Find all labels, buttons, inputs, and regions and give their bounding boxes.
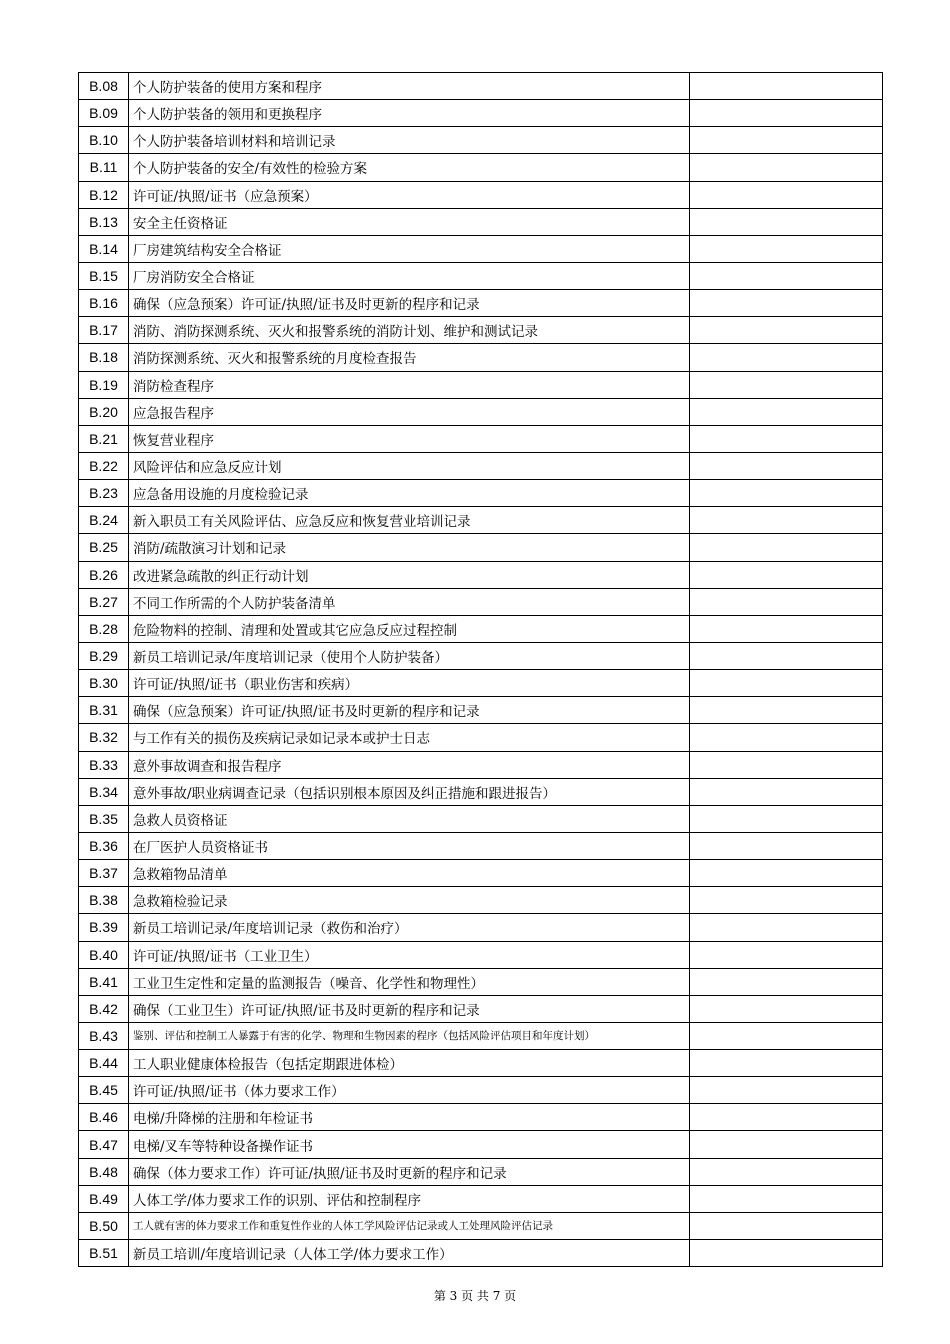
table-row xyxy=(79,1212,883,1239)
row-blank-cell xyxy=(690,425,883,452)
row-description: 消防/疏散演习计划和记录 xyxy=(129,534,690,561)
row-blank-cell xyxy=(690,642,883,669)
row-blank-cell xyxy=(690,1050,883,1077)
row-description: 个人防护装备的使用方案和程序 xyxy=(129,73,690,100)
row-description: 确保（工业卫生）许可证/执照/证书及时更新的程序和记录 xyxy=(129,995,690,1022)
row-description: 确保（体力要求工作）许可证/执照/证书及时更新的程序和记录 xyxy=(129,1158,690,1185)
row-description: 改进紧急疏散的纠正行动计划 xyxy=(129,561,690,588)
row-blank-cell xyxy=(690,697,883,724)
row-code: B.44 xyxy=(79,1050,129,1077)
row-code: B.47 xyxy=(79,1131,129,1158)
table-row xyxy=(79,724,883,751)
table-row xyxy=(79,100,883,127)
row-blank-cell xyxy=(690,1240,883,1267)
row-code: B.49 xyxy=(79,1185,129,1212)
row-blank-cell xyxy=(690,262,883,289)
row-code: B.42 xyxy=(79,995,129,1022)
row-code: B.29 xyxy=(79,642,129,669)
row-code: B.46 xyxy=(79,1104,129,1131)
row-description: 危险物料的控制、清理和处置或其它应急反应过程控制 xyxy=(129,615,690,642)
table-row xyxy=(79,642,883,669)
row-blank-cell xyxy=(690,452,883,479)
row-code: B.32 xyxy=(79,724,129,751)
table-row xyxy=(79,1240,883,1267)
row-blank-cell xyxy=(690,561,883,588)
row-description: 与工作有关的损伤及疾病记录如记录本或护士日志 xyxy=(129,724,690,751)
row-blank-cell xyxy=(690,724,883,751)
row-code: B.17 xyxy=(79,317,129,344)
row-blank-cell xyxy=(690,860,883,887)
table-row xyxy=(79,751,883,778)
row-blank-cell xyxy=(690,751,883,778)
row-description: 急救箱物品清单 xyxy=(129,860,690,887)
table-row xyxy=(79,941,883,968)
row-blank-cell xyxy=(690,941,883,968)
table-row xyxy=(79,670,883,697)
row-description: 消防检查程序 xyxy=(129,371,690,398)
row-blank-cell xyxy=(690,1212,883,1239)
row-blank-cell xyxy=(690,1104,883,1131)
row-description: 电梯/叉车等特种设备操作证书 xyxy=(129,1131,690,1158)
row-blank-cell xyxy=(690,1022,883,1049)
row-blank-cell xyxy=(690,914,883,941)
row-code: B.22 xyxy=(79,452,129,479)
row-description: 急救箱检验记录 xyxy=(129,887,690,914)
table-row xyxy=(79,995,883,1022)
row-blank-cell xyxy=(690,290,883,317)
row-description: 新员工培训/年度培训记录（人体工学/体力要求工作） xyxy=(129,1240,690,1267)
row-code: B.31 xyxy=(79,697,129,724)
table-row xyxy=(79,73,883,100)
row-blank-cell xyxy=(690,154,883,181)
row-blank-cell xyxy=(690,670,883,697)
row-description: 厂房消防安全合格证 xyxy=(129,262,690,289)
row-blank-cell xyxy=(690,615,883,642)
row-blank-cell xyxy=(690,1077,883,1104)
row-description: 厂房建筑结构安全合格证 xyxy=(129,235,690,262)
table-row xyxy=(79,697,883,724)
row-code: B.38 xyxy=(79,887,129,914)
row-description: 确保（应急预案）许可证/执照/证书及时更新的程序和记录 xyxy=(129,290,690,317)
row-description: 新员工培训记录/年度培训记录（使用个人防护装备） xyxy=(129,642,690,669)
table-row xyxy=(79,615,883,642)
table-row xyxy=(79,778,883,805)
row-blank-cell xyxy=(690,968,883,995)
row-code: B.24 xyxy=(79,507,129,534)
row-blank-cell xyxy=(690,398,883,425)
row-description: 许可证/执照/证书（职业伤害和疾病） xyxy=(129,670,690,697)
row-code: B.35 xyxy=(79,805,129,832)
row-description: 工人职业健康体检报告（包括定期跟进体检） xyxy=(129,1050,690,1077)
row-code: B.15 xyxy=(79,262,129,289)
row-description: 消防探测系统、灭火和报警系统的月度检查报告 xyxy=(129,344,690,371)
row-blank-cell xyxy=(690,100,883,127)
table-body xyxy=(79,73,883,1267)
table-row xyxy=(79,1158,883,1185)
table-row xyxy=(79,968,883,995)
table-row xyxy=(79,317,883,344)
table-row xyxy=(79,507,883,534)
table-row xyxy=(79,1185,883,1212)
table-row xyxy=(79,1077,883,1104)
row-blank-cell xyxy=(690,317,883,344)
row-code: B.12 xyxy=(79,181,129,208)
row-description: 应急备用设施的月度检验记录 xyxy=(129,480,690,507)
table-row xyxy=(79,1050,883,1077)
row-description: 急救人员资格证 xyxy=(129,805,690,832)
table-row xyxy=(79,371,883,398)
row-blank-cell xyxy=(690,805,883,832)
row-blank-cell xyxy=(690,181,883,208)
row-description: 工人就有害的体力要求工作和重复性作业的人体工学风险评估记录或人工处理风险评估记录 xyxy=(129,1212,690,1239)
table-row xyxy=(79,480,883,507)
row-description: 鉴别、评估和控制工人暴露于有害的化学、物理和生物因素的程序（包括风险评估项目和年度计划） xyxy=(129,1022,690,1049)
row-code: B.39 xyxy=(79,914,129,941)
row-description: 意外事故调查和报告程序 xyxy=(129,751,690,778)
row-code: B.13 xyxy=(79,208,129,235)
row-code: B.41 xyxy=(79,968,129,995)
table-row xyxy=(79,534,883,561)
row-code: B.16 xyxy=(79,290,129,317)
row-code: B.09 xyxy=(79,100,129,127)
table-row xyxy=(79,561,883,588)
row-description: 许可证/执照/证书（体力要求工作） xyxy=(129,1077,690,1104)
table-row xyxy=(79,452,883,479)
row-code: B.25 xyxy=(79,534,129,561)
row-description: 消防、消防探测系统、灭火和报警系统的消防计划、维护和测试记录 xyxy=(129,317,690,344)
table-row xyxy=(79,588,883,615)
table-row xyxy=(79,344,883,371)
table-row xyxy=(79,127,883,154)
row-blank-cell xyxy=(690,480,883,507)
row-description: 许可证/执照/证书（工业卫生） xyxy=(129,941,690,968)
row-description: 应急报告程序 xyxy=(129,398,690,425)
document-table xyxy=(78,72,883,1267)
row-code: B.50 xyxy=(79,1212,129,1239)
row-blank-cell xyxy=(690,832,883,859)
row-code: B.21 xyxy=(79,425,129,452)
row-code: B.34 xyxy=(79,778,129,805)
table-row xyxy=(79,290,883,317)
row-description: 意外事故/职业病调查记录（包括识别根本原因及纠正措施和跟进报告） xyxy=(129,778,690,805)
row-code: B.48 xyxy=(79,1158,129,1185)
row-code: B.40 xyxy=(79,941,129,968)
row-code: B.10 xyxy=(79,127,129,154)
row-blank-cell xyxy=(690,235,883,262)
row-blank-cell xyxy=(690,208,883,235)
table-row xyxy=(79,181,883,208)
row-description: 不同工作所需的个人防护装备清单 xyxy=(129,588,690,615)
row-description: 新员工培训记录/年度培训记录（救伤和治疗） xyxy=(129,914,690,941)
row-description: 工业卫生定性和定量的监测报告（噪音、化学性和物理性） xyxy=(129,968,690,995)
table-row xyxy=(79,860,883,887)
row-blank-cell xyxy=(690,588,883,615)
row-description: 个人防护装备的领用和更换程序 xyxy=(129,100,690,127)
row-description: 风险评估和应急反应计划 xyxy=(129,452,690,479)
row-code: B.26 xyxy=(79,561,129,588)
row-code: B.30 xyxy=(79,670,129,697)
row-description: 个人防护装备培训材料和培训记录 xyxy=(129,127,690,154)
table-row xyxy=(79,914,883,941)
row-code: B.19 xyxy=(79,371,129,398)
table-row xyxy=(79,208,883,235)
row-description: 确保（应急预案）许可证/执照/证书及时更新的程序和记录 xyxy=(129,697,690,724)
row-blank-cell xyxy=(690,371,883,398)
row-blank-cell xyxy=(690,507,883,534)
table-row xyxy=(79,154,883,181)
row-code: B.33 xyxy=(79,751,129,778)
row-blank-cell xyxy=(690,1158,883,1185)
table-row xyxy=(79,1131,883,1158)
row-description: 人体工学/体力要求工作的识别、评估和控制程序 xyxy=(129,1185,690,1212)
row-description: 恢复营业程序 xyxy=(129,425,690,452)
table-row xyxy=(79,832,883,859)
table-row xyxy=(79,235,883,262)
row-blank-cell xyxy=(690,887,883,914)
row-blank-cell xyxy=(690,1185,883,1212)
row-code: B.27 xyxy=(79,588,129,615)
table-row xyxy=(79,425,883,452)
row-code: B.23 xyxy=(79,480,129,507)
table-row xyxy=(79,887,883,914)
table-row xyxy=(79,1104,883,1131)
row-description: 许可证/执照/证书（应急预案） xyxy=(129,181,690,208)
row-code: B.11 xyxy=(79,154,129,181)
row-description: 在厂医护人员资格证书 xyxy=(129,832,690,859)
row-code: B.08 xyxy=(79,73,129,100)
row-code: B.45 xyxy=(79,1077,129,1104)
table-row xyxy=(79,805,883,832)
row-blank-cell xyxy=(690,1131,883,1158)
row-code: B.37 xyxy=(79,860,129,887)
row-blank-cell xyxy=(690,534,883,561)
row-description: 新入职员工有关风险评估、应急反应和恢复营业培训记录 xyxy=(129,507,690,534)
row-code: B.14 xyxy=(79,235,129,262)
row-code: B.51 xyxy=(79,1240,129,1267)
row-blank-cell xyxy=(690,127,883,154)
row-code: B.18 xyxy=(79,344,129,371)
row-blank-cell xyxy=(690,778,883,805)
row-blank-cell xyxy=(690,995,883,1022)
table-row xyxy=(79,398,883,425)
table-row xyxy=(79,1022,883,1049)
row-code: B.20 xyxy=(79,398,129,425)
row-code: B.43 xyxy=(79,1022,129,1049)
row-description: 安全主任资格证 xyxy=(129,208,690,235)
row-blank-cell xyxy=(690,344,883,371)
row-code: B.28 xyxy=(79,615,129,642)
row-description: 个人防护装备的安全/有效性的检验方案 xyxy=(129,154,690,181)
table-row xyxy=(79,262,883,289)
row-blank-cell xyxy=(690,73,883,100)
row-code: B.36 xyxy=(79,832,129,859)
row-description: 电梯/升降梯的注册和年检证书 xyxy=(129,1104,690,1131)
page-footer: 第 3 页 共 7 页 xyxy=(433,1289,517,1303)
